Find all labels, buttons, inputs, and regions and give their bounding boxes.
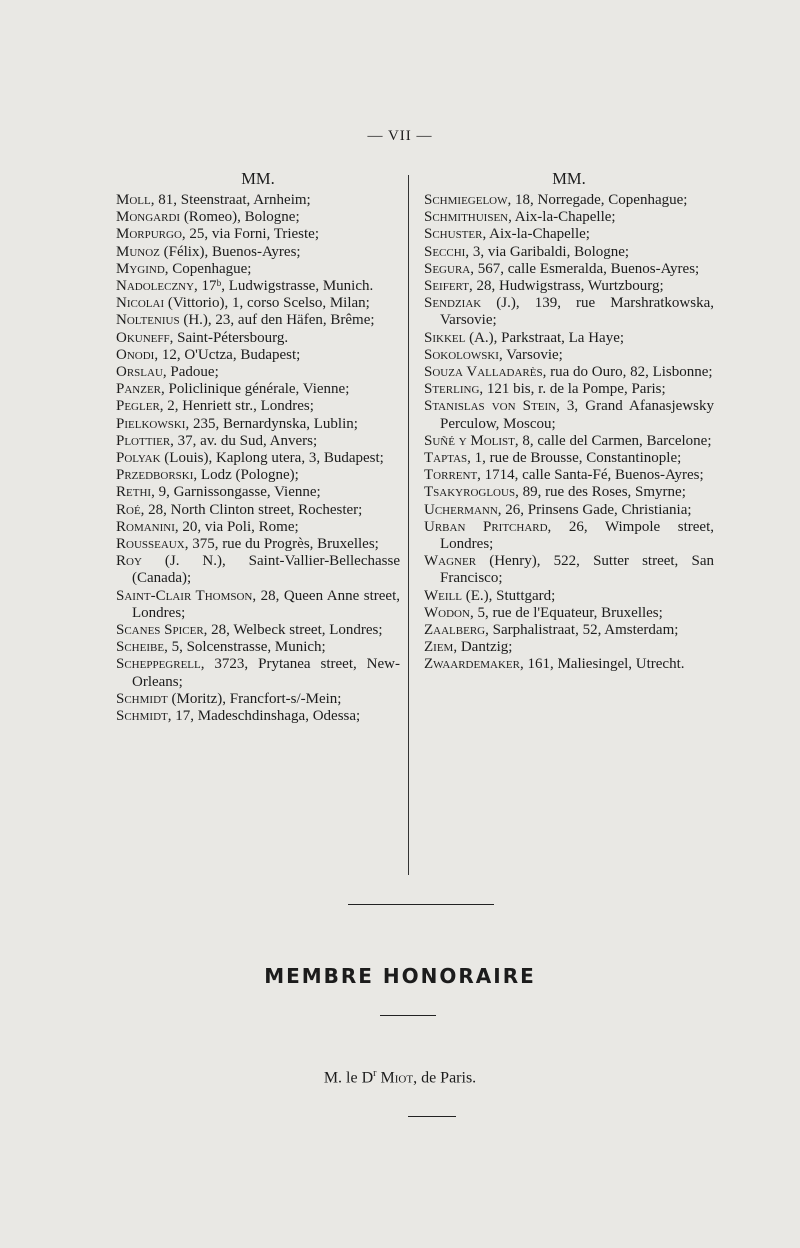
member-address: , 375, rue du Progrès, Bruxelles; [184, 536, 379, 553]
member-entry [424, 433, 714, 450]
member-address: , 17ᵇ, Ludwigstrasse, Munich. [194, 278, 374, 295]
member-name: Tsakyroglous [424, 484, 516, 501]
member-entry [424, 278, 714, 295]
member-entry [116, 708, 400, 725]
member-entry [116, 484, 400, 501]
member-name: Schmiegelow [424, 192, 508, 208]
column-divider [408, 175, 409, 875]
member-name: Sendziak [424, 295, 482, 312]
member-entry [424, 347, 714, 364]
member-address: (Moritz), Francfort-s/-Mein; [167, 690, 342, 707]
member-entry [424, 467, 714, 484]
member-address: , 161, Maliesingel, Utrecht. [519, 656, 685, 673]
member-entry [116, 330, 400, 347]
honorary-prefix: M. le D [323, 1069, 374, 1087]
entries-left [116, 192, 400, 725]
member-address: , 20, via Poli, Rome; [174, 518, 299, 535]
member-entry [424, 244, 714, 261]
member-name: Wagner [424, 553, 477, 570]
member-name: Onodi [116, 346, 155, 363]
member-address: , 26, Wimpole street, Londres; [440, 518, 714, 553]
member-entry [424, 450, 714, 467]
member-entry [116, 519, 400, 536]
member-address: , 2, Henriett str., Londres; [159, 398, 314, 415]
member-address: , 567, calle Esmeralda, Buenos-Ayres; [470, 260, 700, 277]
member-address: (A.), Parkstraat, La Haye; [465, 329, 625, 346]
honorary-name: Miot [380, 1069, 414, 1087]
member-address: , 89, rue des Roses, Smyrne; [515, 484, 686, 501]
member-entry [424, 330, 714, 347]
member-name: Taptas [424, 450, 468, 467]
member-entry [424, 192, 714, 209]
member-entry [116, 433, 400, 450]
member-name: Mongardi [116, 209, 181, 226]
member-address: , 25, via Forni, Trieste; [181, 226, 320, 243]
member-address: , 28, Queen Anne street, Londres; [132, 587, 401, 621]
member-name: Panzer [116, 381, 162, 398]
member-entry [116, 364, 400, 381]
member-entry [424, 588, 714, 605]
member-address: , 5, rue de l'Equateur, Bruxelles; [469, 604, 663, 621]
member-name: Nicolai [116, 295, 165, 312]
member-name: Roé [116, 501, 141, 518]
member-entry [116, 261, 400, 278]
member-name: Segura [424, 260, 471, 277]
member-name: Pegler [116, 398, 160, 415]
member-entry [116, 244, 400, 261]
member-address: , 5, Solcenstrasse, Munich; [164, 639, 326, 656]
member-name: Stanislas von Stein [424, 398, 557, 415]
member-name: Schmidt [116, 708, 168, 725]
member-name: Scanes Spicer [116, 622, 204, 639]
member-entry [424, 381, 714, 398]
member-name: Sterling [424, 381, 480, 398]
member-address: , Policlinique générale, Vienne; [161, 381, 350, 398]
member-name: Sokolowski [424, 346, 499, 363]
member-entry [424, 226, 714, 243]
member-entry [116, 553, 400, 587]
member-name: Scheibe [116, 639, 165, 656]
member-name: Roy [116, 553, 142, 570]
member-address: (Henry), 522, Sutter street, San Francisco; [440, 553, 714, 587]
member-name: Wodon [424, 604, 470, 621]
member-address: , Sarphalistraat, 52, Amsterdam; [485, 622, 679, 639]
member-entry [116, 691, 400, 708]
member-name: Polyak [116, 450, 161, 467]
member-name: Morpurgo [116, 226, 182, 243]
member-address: (Vittorio), 1, corso Scelso, Milan; [164, 295, 370, 312]
member-name: Rousseaux [116, 536, 185, 553]
member-name: Souza Valladarès [424, 364, 543, 381]
member-address: , Aix-la-Chapelle; [508, 209, 616, 226]
member-entry [116, 381, 400, 398]
member-address: , 37, av. du Sud, Anvers; [170, 432, 318, 449]
member-address: , 28, Hudwigstrass, Wurtzbourg; [468, 278, 664, 295]
member-entry [116, 656, 400, 690]
member-address: , Lodz (Pologne); [193, 467, 299, 484]
member-address: , rua do Ouro, 82, Lisbonne; [542, 364, 713, 381]
member-entry [116, 639, 400, 656]
member-address: , 81, Steenstraat, Arnheim; [150, 192, 311, 208]
member-entry [116, 450, 400, 467]
member-entry [116, 502, 400, 519]
divider-rule [408, 1116, 456, 1117]
member-entry [424, 639, 714, 656]
member-entry [424, 261, 714, 278]
member-entry [116, 588, 400, 622]
member-address: (J.), 139, rue Marshratkowska, Varsovie; [440, 295, 714, 329]
member-address: (J. N.), Saint-Vallier-Bellechasse (Canada); [132, 553, 400, 587]
member-name: Uchermann [424, 501, 498, 518]
member-entry [424, 295, 714, 329]
member-address: , 3, Grand Afanasjewsky Perculow, Moscou; [440, 398, 714, 432]
member-address: , 26, Prinsens Gade, Christiania; [497, 501, 692, 518]
member-entry [116, 226, 400, 243]
member-entry [116, 295, 400, 312]
member-entry [116, 192, 400, 209]
member-entry [424, 209, 714, 226]
member-entry [116, 416, 400, 433]
member-name: Mygind [116, 260, 165, 277]
member-entry [424, 656, 714, 673]
member-address: , Saint-Pétersbourg. [169, 329, 289, 346]
member-name: Plottier [116, 432, 171, 449]
member-address: , 1, rue de Brousse, Constantinople; [467, 450, 682, 467]
honorary-suffix: , de Paris. [413, 1069, 477, 1087]
member-address: (Romeo), Bologne; [180, 209, 300, 226]
member-name: Suñé y Molist [424, 432, 515, 449]
member-name: Noltenius [116, 312, 180, 329]
member-entry [424, 553, 714, 587]
member-name: Weill [424, 587, 462, 604]
column-heading: MM. [552, 169, 586, 188]
member-entry [424, 364, 714, 381]
member-address: , 9, Garnissongasse, Vienne; [151, 484, 321, 501]
member-name: Secchi [424, 243, 466, 260]
member-name: Rethi [116, 484, 152, 501]
member-list-left [116, 168, 400, 725]
member-name: Munoz [116, 243, 160, 260]
member-entry [424, 622, 714, 639]
honorary-member [0, 1068, 800, 1087]
member-entry [116, 622, 400, 639]
member-name: Pielkowski [116, 415, 186, 432]
member-entry [424, 398, 714, 432]
member-address: , 18, Norregade, Copenhague; [507, 192, 688, 208]
member-name: Romanini [116, 518, 175, 535]
member-address: , 12, O'Uctza, Budapest; [154, 346, 301, 363]
member-name: Schmidt [116, 690, 168, 707]
member-name: Zaalberg [424, 622, 486, 639]
member-entry [424, 502, 714, 519]
divider-rule [348, 904, 494, 905]
member-address: (E.), Stuttgard; [461, 587, 556, 604]
member-address: , 3, via Garibaldi, Bologne; [465, 243, 630, 260]
member-name: Saint-Clair Thomson [116, 587, 253, 604]
member-name: Nadoleczny [116, 278, 195, 295]
member-entry [116, 536, 400, 553]
page-number: — VII — [367, 128, 433, 144]
column-heading: MM. [241, 169, 275, 188]
honorary-sup: r [373, 1068, 377, 1079]
member-name: Seifert [424, 278, 469, 295]
member-list-right [424, 168, 714, 674]
member-address: (Félix), Buenos-Ayres; [159, 243, 301, 260]
member-name: Scheppegrell [116, 656, 201, 673]
member-name: Torrent [424, 467, 478, 484]
member-entry [116, 467, 400, 484]
member-address: , 28, North Clinton street, Rochester; [140, 501, 363, 518]
member-address: , 8, calle del Carmen, Barcelone; [514, 432, 712, 449]
member-address: , 1714, calle Santa-Fé, Buenos-Ayres; [477, 467, 704, 484]
member-address: , 17, Madeschdinshaga, Odessa; [167, 708, 361, 725]
divider-rule [380, 1015, 436, 1016]
member-entry [116, 398, 400, 415]
member-entry [116, 278, 400, 295]
member-name: Przedborski [116, 467, 194, 484]
member-name: Ziem [424, 639, 454, 656]
member-name: Moll [116, 192, 151, 208]
member-name: Orslau [116, 364, 163, 381]
member-entry [424, 605, 714, 622]
member-entry [116, 347, 400, 364]
member-name: Schuster [424, 226, 483, 243]
entries-right [424, 192, 714, 674]
member-name: Urban Pritchard [424, 518, 548, 535]
member-entry [116, 312, 400, 329]
member-address: , Dantzig; [453, 639, 513, 656]
member-address: , 28, Welbeck street, Londres; [203, 622, 383, 639]
member-address: , Copenhague; [164, 260, 252, 277]
member-name: Sikkel [424, 329, 466, 346]
section-title: MEMBRE HONORAIRE [264, 964, 536, 988]
member-address: , Padoue; [162, 364, 219, 381]
member-name: Schmithuisen [424, 209, 509, 226]
member-address: , 3723, Prytanea street, New-Orleans; [132, 656, 400, 690]
member-entry [116, 209, 400, 226]
member-address: , Aix-la-Chapelle; [482, 226, 590, 243]
member-entry [424, 519, 714, 553]
member-address: (H.), 23, auf den Häfen, Brême; [179, 312, 375, 329]
member-address: (Louis), Kaplong utera, 3, Budapest; [160, 450, 384, 467]
member-address: , Varsovie; [498, 346, 563, 363]
member-name: Okuneff [116, 329, 170, 346]
member-entry [424, 484, 714, 501]
member-address: , 235, Bernardynska, Lublin; [185, 415, 358, 432]
member-address: , 121 bis, r. de la Pompe, Paris; [479, 381, 666, 398]
member-name: Zwaardemaker [424, 656, 520, 673]
